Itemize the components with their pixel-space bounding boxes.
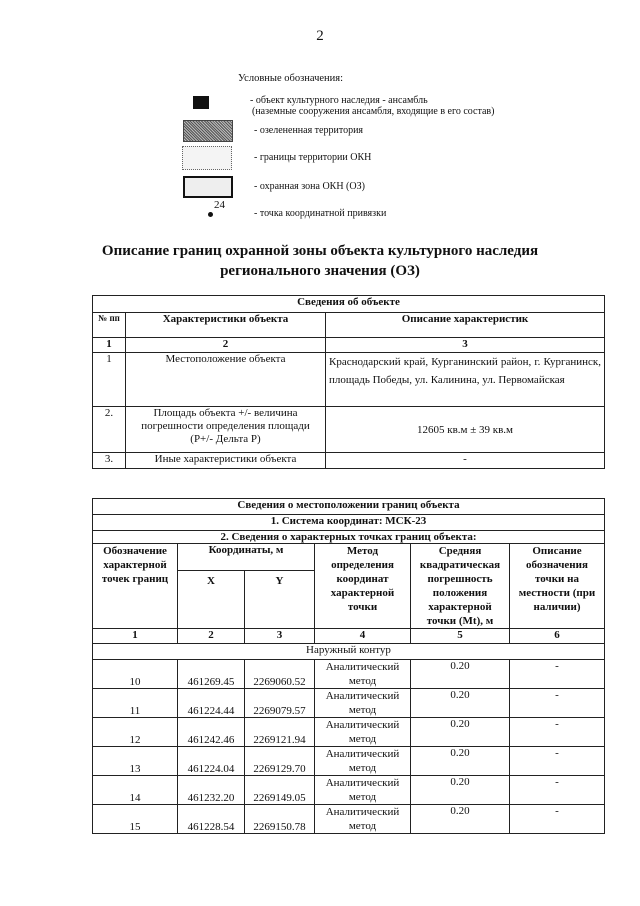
column-number: 4 [315,629,411,644]
row-number: 1 [93,353,126,407]
section-heading [0,241,640,281]
point-y: 2269149.05 [245,776,315,805]
okn-boundary-icon [182,146,232,170]
row-value: 12605 кв.м ± 39 кв.м [326,407,605,453]
point-y: 2269079.57 [245,689,315,718]
row-name: Местоположение объекта [126,353,326,407]
column-number: 3 [245,629,315,644]
object-info-table [92,295,605,469]
heading-line-2: регионального значения (ОЗ) [220,263,420,279]
legend-item-text-2: (наземные сооружения ансамбля, входящие в его состав) [252,106,495,117]
point-description: - [510,660,605,689]
legend-item-text: - границы территории ОКН [254,152,372,163]
column-number: 1 [93,338,126,353]
header-characteristic: Характеристики объекта [126,313,326,338]
points-caption: 2. Сведения о характерных точках границ объекта: [93,531,605,544]
point-x: 461242.46 [178,718,245,747]
boundary-points-table [92,498,605,834]
point-x: 461228.54 [178,805,245,834]
table-caption: Сведения о местоположении границ объекта [93,499,605,515]
reference-point-icon [208,212,213,217]
header-method: Метод определения координат характерной точки [315,544,411,629]
point-y: 2269150.78 [245,805,315,834]
header-error: Средняя квадратическая погрешность положения характерной точки (Mt), м [411,544,510,629]
legend-item-text: - точка координатной привязки [254,208,387,219]
column-number: 2 [178,629,245,644]
row-name: Площадь объекта +/- величина погрешности определения площади (Р+/- Дельта Р) [126,407,326,453]
point-y: 2269121.94 [245,718,315,747]
table-row [93,776,605,805]
header-description: Описание обозначения точки на местности (при наличии) [510,544,605,629]
point-method: Аналитический метод [315,747,411,776]
heading-line-1: Описание границ охранной зоны объекта культурного наследия [101,243,539,259]
row-number: 3. [93,453,126,469]
contour-label: Наружный контур [93,644,605,660]
greenery-icon [183,120,233,142]
point-error: 0.20 [411,689,510,718]
page-number: 2 [316,28,324,44]
point-method: Аналитический метод [315,776,411,805]
table-row [93,689,605,718]
point-method: Аналитический метод [315,689,411,718]
header-point: Обозначение характерной точек границ [93,544,178,629]
point-id: 13 [93,747,178,776]
column-number: 6 [510,629,605,644]
header-y: Y [245,571,315,629]
coordinate-system: 1. Система координат: МСК-23 [93,515,605,531]
point-description: - [510,689,605,718]
row-value: - [326,453,605,469]
point-id: 10 [93,660,178,689]
point-error: 0.20 [411,660,510,689]
table-row [93,453,605,469]
column-number: 1 [93,629,178,644]
ensemble-icon [193,96,209,109]
point-error: 0.20 [411,747,510,776]
point-x: 461269.45 [178,660,245,689]
point-error: 0.20 [411,805,510,834]
column-number: 5 [411,629,510,644]
point-description: - [510,718,605,747]
table-row [93,747,605,776]
point-error: 0.20 [411,718,510,747]
table-row [93,660,605,689]
point-id: 14 [93,776,178,805]
legend-item-text: - охранная зона ОКН (ОЗ) [254,181,365,192]
point-x: 461224.04 [178,747,245,776]
point-description: - [510,805,605,834]
legend-item-text: - объект культурного наследия - ансамбль [250,95,428,106]
column-number: 3 [326,338,605,353]
point-id: 12 [93,718,178,747]
point-description: - [510,776,605,805]
point-x: 461224.44 [178,689,245,718]
header-description: Описание характеристик [326,313,605,338]
header-x: X [178,571,245,629]
table-row [93,718,605,747]
point-description: - [510,747,605,776]
header-coordinates: Координаты, м [178,544,315,571]
point-method: Аналитический метод [315,660,411,689]
table-row [93,805,605,834]
column-number: 2 [126,338,326,353]
table-caption: Сведения об объекте [93,296,605,313]
point-method: Аналитический метод [315,805,411,834]
point-y: 2269060.52 [245,660,315,689]
reference-point-marker: 24 [214,199,225,211]
point-error: 0.20 [411,776,510,805]
table-row [93,407,605,453]
point-id: 15 [93,805,178,834]
point-x: 461232.20 [178,776,245,805]
legend-title: Условные обозначения: [238,73,344,84]
point-y: 2269129.70 [245,747,315,776]
protection-zone-icon [183,176,233,198]
row-name: Иные характеристики объекта [126,453,326,469]
point-method: Аналитический метод [315,718,411,747]
row-value: Краснодарский край, Курганинский район, г. Курганинск, площадь Победы, ул. Калинина, ул. Первомайская [326,353,605,407]
header-number: № пп [93,313,126,338]
legend-item-text: - озелененная территория [254,125,364,136]
row-number: 2. [93,407,126,453]
point-id: 11 [93,689,178,718]
table-row [93,353,605,407]
